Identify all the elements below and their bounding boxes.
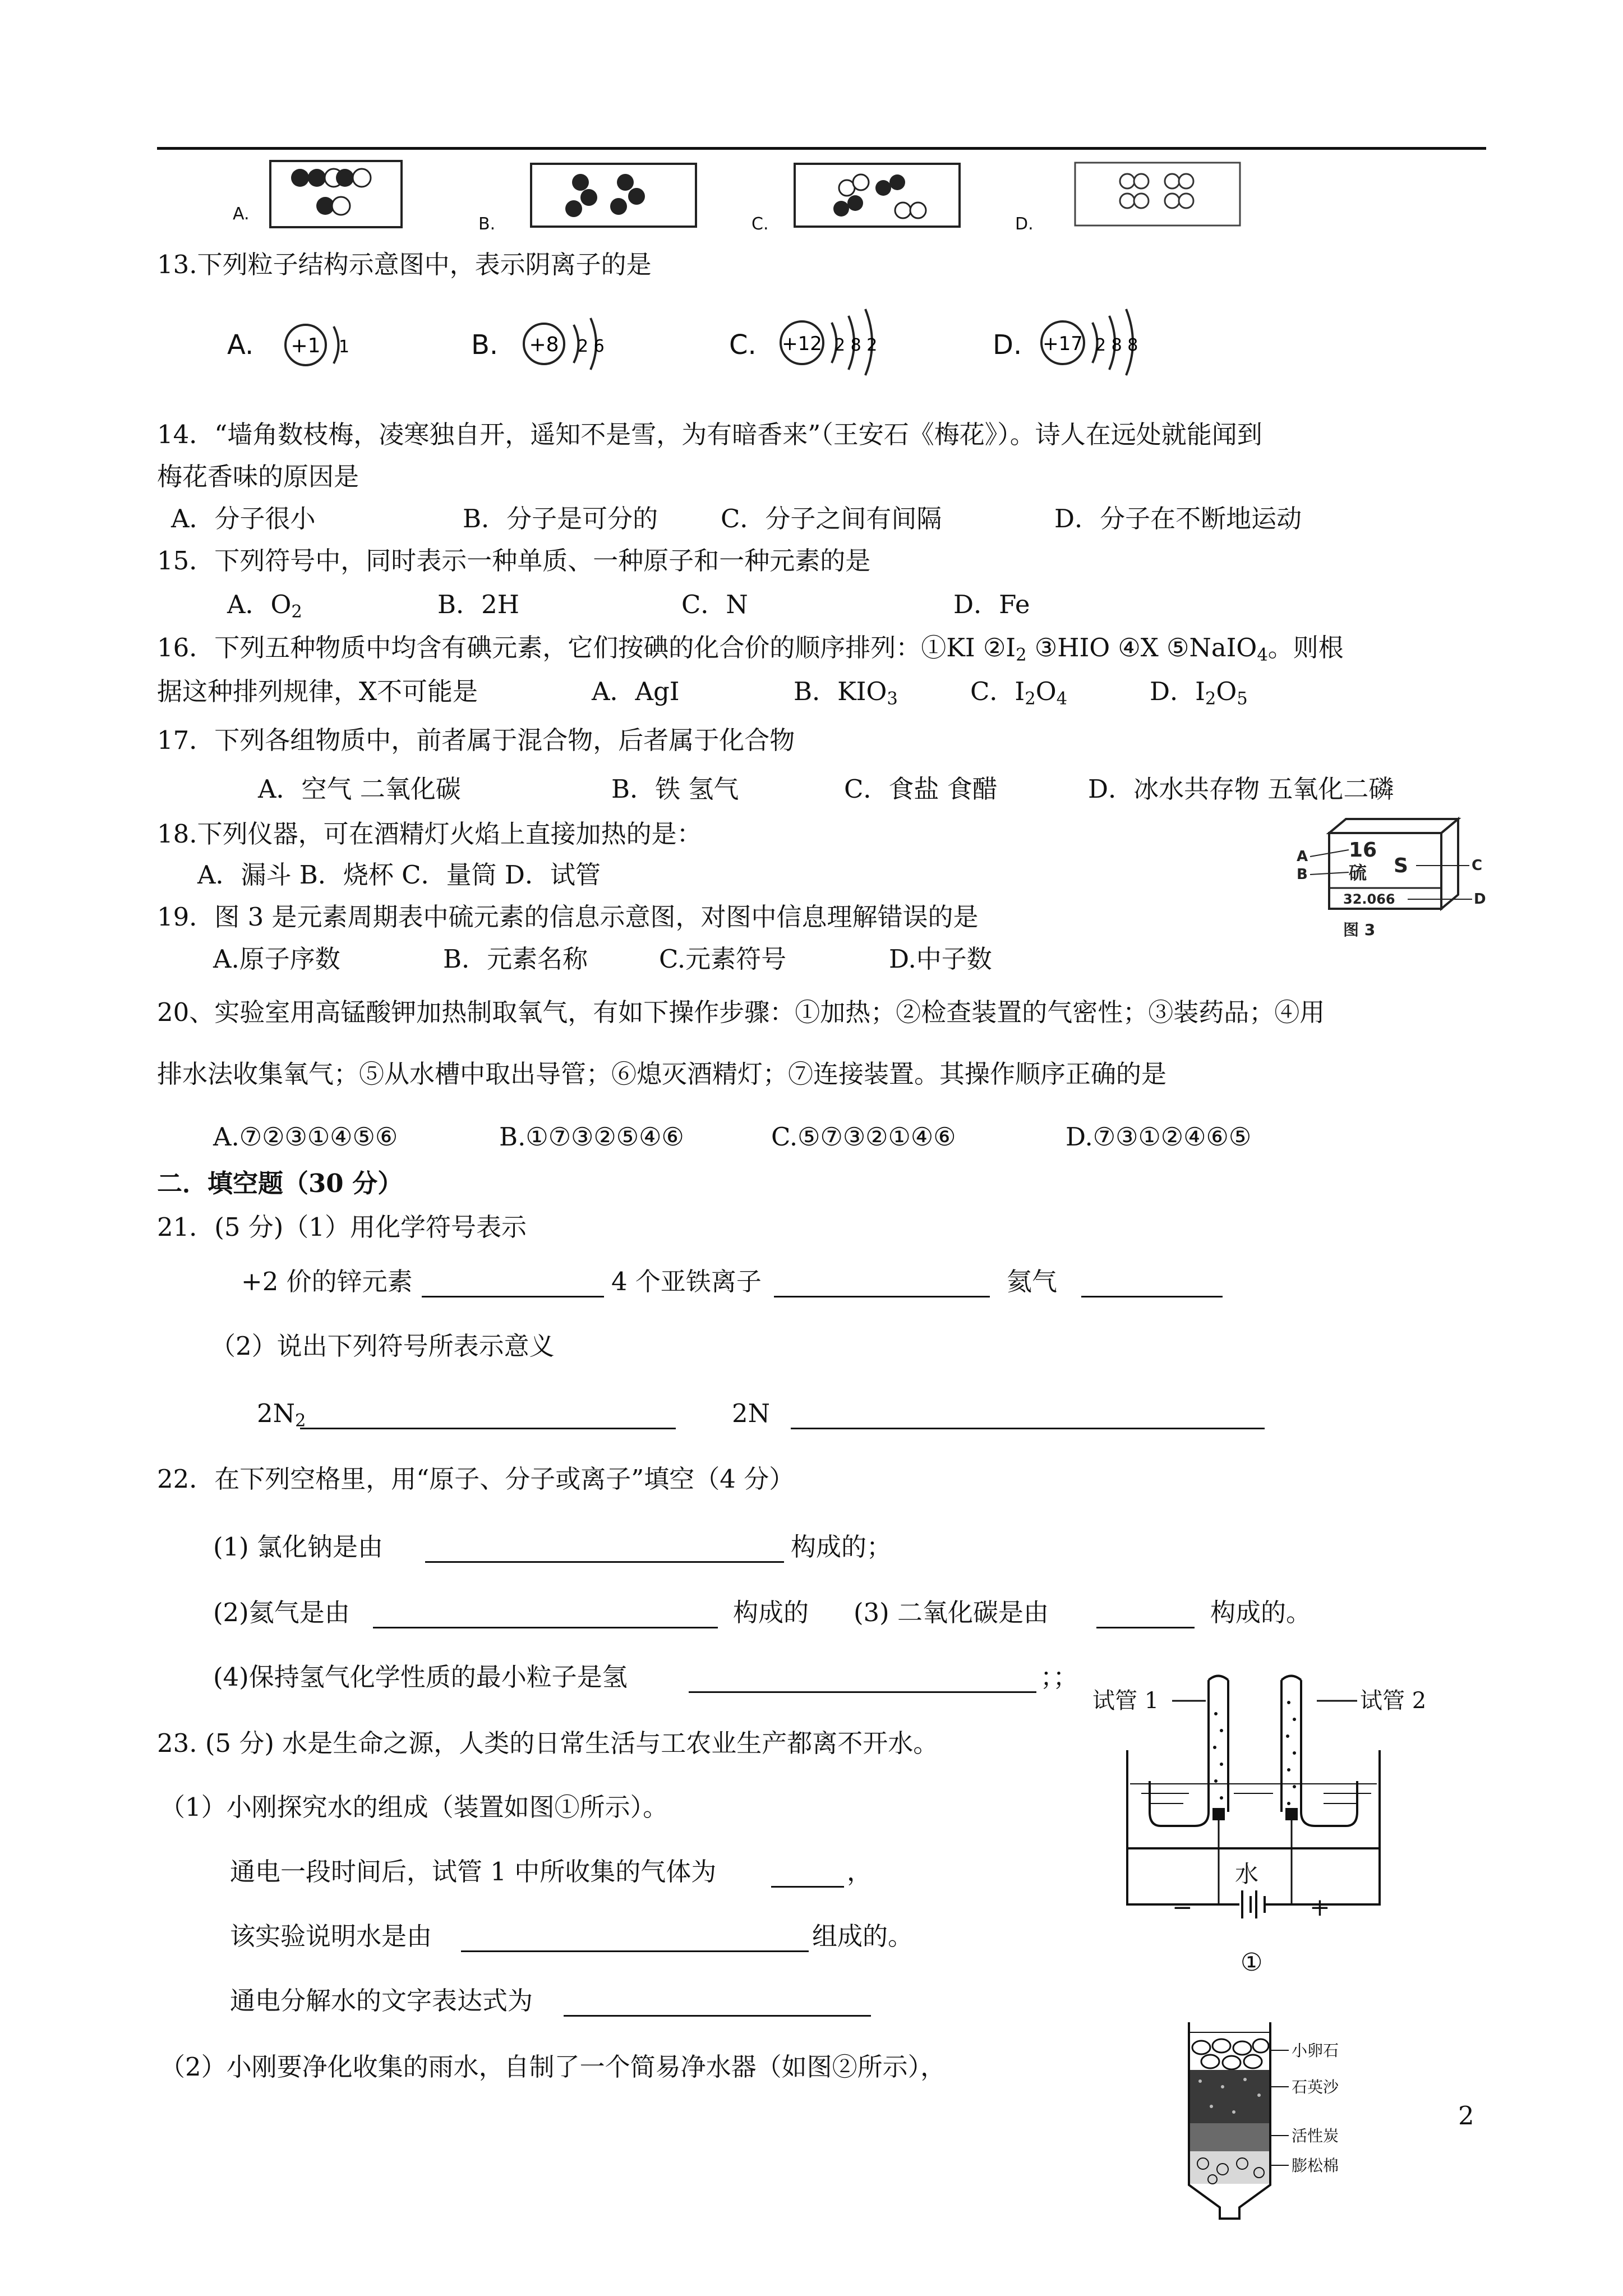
q13-d-label: D. — [993, 329, 1022, 361]
q22-blank-helium[interactable] — [373, 1627, 718, 1628]
q16-line1: 16．下列五种物质中均含有碘元素，它们按碘的化合价的顺序排列：①KI $②I_2$ ③HIO ④X ⑤NaIO$_4$。则根 — [157, 633, 1344, 665]
svg-text:2 8 2: 2 8 2 — [834, 335, 878, 355]
q23-stem: 23. (5 分) 水是生命之源，人类的日常生活与工农业生产都离不开水。 — [157, 1728, 939, 1758]
q22-line3-prefix: (3) 二氧化碳是由 — [854, 1598, 1049, 1627]
header-rule — [157, 147, 1486, 150]
q21-prompt-ferrous: 4 个亚铁离子 — [611, 1267, 762, 1296]
q22-line3-suffix: 构成的。 — [1210, 1598, 1312, 1627]
svg-text:S: S — [1394, 854, 1408, 877]
svg-text:32.066: 32.066 — [1343, 891, 1395, 907]
figure3-sulfur-card — [1290, 816, 1492, 942]
q22-blank-hydrogen[interactable] — [689, 1691, 1036, 1693]
q16-option-a: A．AgI — [592, 677, 680, 706]
q22-line4-suffix: ；； — [1040, 1662, 1078, 1692]
q21-prompt-zinc: +2 价的锌元素 — [241, 1267, 413, 1296]
q21-symbol-2n: 2N — [732, 1398, 771, 1428]
svg-text:图 3: 图 3 — [1343, 921, 1376, 939]
option-a-label: A. — [233, 204, 250, 224]
q21-blank-helium[interactable] — [1081, 1296, 1223, 1297]
q22-line2-mid: 构成的 — [733, 1598, 809, 1627]
q17-option-c: C．食盐 食醋 — [844, 774, 998, 804]
q19-option-b: B．元素名称 — [443, 944, 588, 974]
q18-options: A．漏斗 B．烧杯 C．量筒 D．试管 — [197, 860, 601, 890]
option-c-label: C. — [751, 214, 769, 234]
q13-b-atom — [519, 311, 631, 376]
q21-prompt-helium: 氦气 — [1007, 1267, 1058, 1296]
q17-option-b: B．铁 氢气 — [611, 774, 739, 804]
svg-text:C: C — [1472, 857, 1483, 874]
q15-option-a: A．$O_2$ — [227, 590, 302, 622]
q16-option-d: D．$I_2O_5$ — [1150, 677, 1248, 709]
svg-text:水: 水 — [1235, 1860, 1259, 1888]
q19-stem: 19．图 3 是元素周期表中硫元素的信息示意图，对图中信息理解错误的是 — [157, 902, 979, 932]
svg-text:D: D — [1474, 891, 1486, 908]
svg-text:+: + — [1310, 1893, 1330, 1922]
q23-line2-suffix: 组成的。 — [812, 1921, 914, 1951]
q22-line1-suffix: 构成的； — [791, 1532, 892, 1562]
q20-option-c: C.⑤⑦③②①④⑥ — [771, 1122, 956, 1152]
option-b-label: B. — [478, 214, 496, 234]
svg-text:硫: 硫 — [1349, 862, 1367, 884]
q23-blank-composition[interactable] — [461, 1950, 809, 1952]
svg-text:石英沙: 石英沙 — [1292, 2078, 1339, 2096]
figure2-water-purifier — [1178, 2017, 1391, 2227]
q15-stem: 15．下列符号中，同时表示一种单质、一种原子和一种元素的是 — [157, 546, 871, 576]
q20-line2: 排水法收集氧气；⑤从水槽中取出导管；⑥熄灭酒精灯；⑦连接装置。其操作顺序正确的是 — [157, 1059, 1167, 1089]
section-2-heading: 二．填空题（30 分） — [157, 1168, 403, 1198]
q16-option-b: B．$KIO_3$ — [794, 677, 898, 709]
svg-text:A: A — [1297, 848, 1308, 865]
q13-stem: 13.下列粒子结构示意图中，表示阴离子的是 — [157, 250, 652, 279]
q22-line2-prefix: (2)氦气是由 — [213, 1598, 350, 1627]
q13-b-label: B. — [471, 329, 499, 361]
q19-option-a: A.原子序数 — [213, 944, 340, 974]
q21-stem: 21．(5 分)（1）用化学符号表示 — [157, 1212, 527, 1242]
svg-text:+8: +8 — [529, 333, 559, 356]
q15-option-c: C．N — [681, 590, 748, 619]
svg-text:16: 16 — [1349, 839, 1377, 862]
q22-stem: 22．在下列空格里，用“原子、分子或离子”填空（4 分） — [157, 1464, 795, 1494]
q21-blank-ferrous[interactable] — [774, 1296, 990, 1297]
q15-option-b: B．2H — [437, 590, 519, 619]
q14-option-a: A．分子很小 — [171, 504, 316, 533]
q14-line2: 梅花香味的原因是 — [157, 462, 359, 491]
svg-text:活性炭: 活性炭 — [1292, 2127, 1339, 2145]
q13-a-label: A. — [227, 329, 254, 361]
option-d-label: D. — [1015, 214, 1034, 234]
svg-text:+1: +1 — [291, 334, 321, 357]
q23-line1-prefix: 通电一段时间后，试管 1 中所收集的气体为 — [230, 1857, 717, 1887]
q21-blank-2n2[interactable] — [300, 1428, 676, 1429]
q16-option-c: C．$I_2O_4$ — [970, 677, 1068, 709]
svg-text:−: − — [1172, 1893, 1193, 1922]
particle-box-d — [1074, 162, 1242, 228]
q23-part1: （1）小刚探究水的组成（装置如图①所示）。 — [160, 1792, 668, 1822]
svg-text:B: B — [1297, 866, 1308, 883]
q13-d-atom — [1038, 306, 1195, 376]
q23-line1-suffix: ， — [847, 1857, 873, 1887]
svg-text:+17: +17 — [1043, 333, 1083, 355]
q14-option-d: D．分子在不断地运动 — [1054, 504, 1302, 533]
q23-line3-prefix: 通电分解水的文字表达式为 — [230, 1986, 533, 2016]
svg-text:小卵石: 小卵石 — [1292, 2041, 1339, 2060]
q18-stem: 18.下列仪器，可在酒精灯火焰上直接加热的是： — [157, 819, 702, 849]
q20-line1: 20、实验室用高锰酸钾加热制取氧气，有如下操作步骤：①加热；②检查装置的气密性；③装药品；④用 — [157, 997, 1325, 1027]
q22-blank-co2[interactable] — [1096, 1627, 1195, 1628]
q14-line1: 14．“墙角数枝梅，凌寒独自开，遥知不是雪，为有暗香来”（王安石《梅花》）。诗人在远处就能闻到 — [157, 420, 1262, 449]
q14-option-b: B．分子是可分的 — [463, 504, 658, 533]
q19-option-c: C.元素符号 — [659, 944, 787, 974]
svg-text:膨松棉: 膨松棉 — [1292, 2156, 1339, 2175]
q23-part2: （2）小刚要净化收集的雨水，自制了一个简易净水器（如图②所示）， — [160, 2052, 946, 2082]
q22-line1-prefix: (1) 氯化钠是由 — [213, 1532, 384, 1562]
q20-option-b: B.①⑦③②⑤④⑥ — [499, 1122, 684, 1152]
svg-text:1: 1 — [339, 337, 350, 357]
q13-a-atom — [280, 314, 353, 376]
q16-line2: 据这种排列规律，X不可能是 — [157, 677, 478, 706]
q14-option-c: C．分子之间有间隔 — [721, 504, 942, 533]
q15-option-d: D．Fe — [953, 590, 1030, 619]
q17-stem: 17．下列各组物质中，前者属于混合物，后者属于化合物 — [157, 725, 795, 755]
svg-text:+12: +12 — [782, 333, 822, 355]
q23-blank-gas[interactable] — [771, 1886, 844, 1888]
q13-c-label: C. — [729, 329, 757, 361]
q23-line2-prefix: 该实验说明水是由 — [230, 1921, 432, 1951]
particle-box-b — [530, 163, 698, 229]
svg-text:试管 2: 试管 2 — [1360, 1688, 1427, 1714]
particle-box-a — [269, 160, 404, 230]
q20-option-d: D.⑦③①②④⑥⑤ — [1066, 1122, 1252, 1152]
q17-option-d: D．冰水共存物 五氧化二磷 — [1088, 774, 1394, 804]
figure1-electrolysis — [1088, 1669, 1447, 1983]
svg-text:试管 1: 试管 1 — [1092, 1688, 1159, 1714]
particle-box-c — [794, 163, 962, 229]
q19-option-d: D.中子数 — [889, 944, 992, 974]
q17-option-a: A．空气 二氧化碳 — [258, 774, 461, 804]
q22-blank-sodium-chloride[interactable] — [425, 1561, 784, 1563]
q21-blank-zinc[interactable] — [422, 1296, 604, 1297]
q21-blank-2n[interactable] — [791, 1428, 1265, 1429]
svg-text:2 6: 2 6 — [578, 337, 605, 356]
q20-option-a: A.⑦②③①④⑤⑥ — [213, 1122, 398, 1152]
q22-line4-prefix: (4)保持氢气化学性质的最小粒子是氢 — [213, 1662, 628, 1692]
svg-text:①: ① — [1241, 1948, 1263, 1977]
q21-symbol-2n2: $2N_2$ — [257, 1398, 306, 1431]
svg-text:2 8 8: 2 8 8 — [1095, 335, 1138, 355]
q21-sub2: （2）说出下列符号所表示意义 — [210, 1331, 555, 1361]
q23-blank-equation[interactable] — [564, 2015, 871, 2017]
q13-c-atom — [777, 306, 923, 376]
page-number: 2 — [1458, 2101, 1474, 2131]
